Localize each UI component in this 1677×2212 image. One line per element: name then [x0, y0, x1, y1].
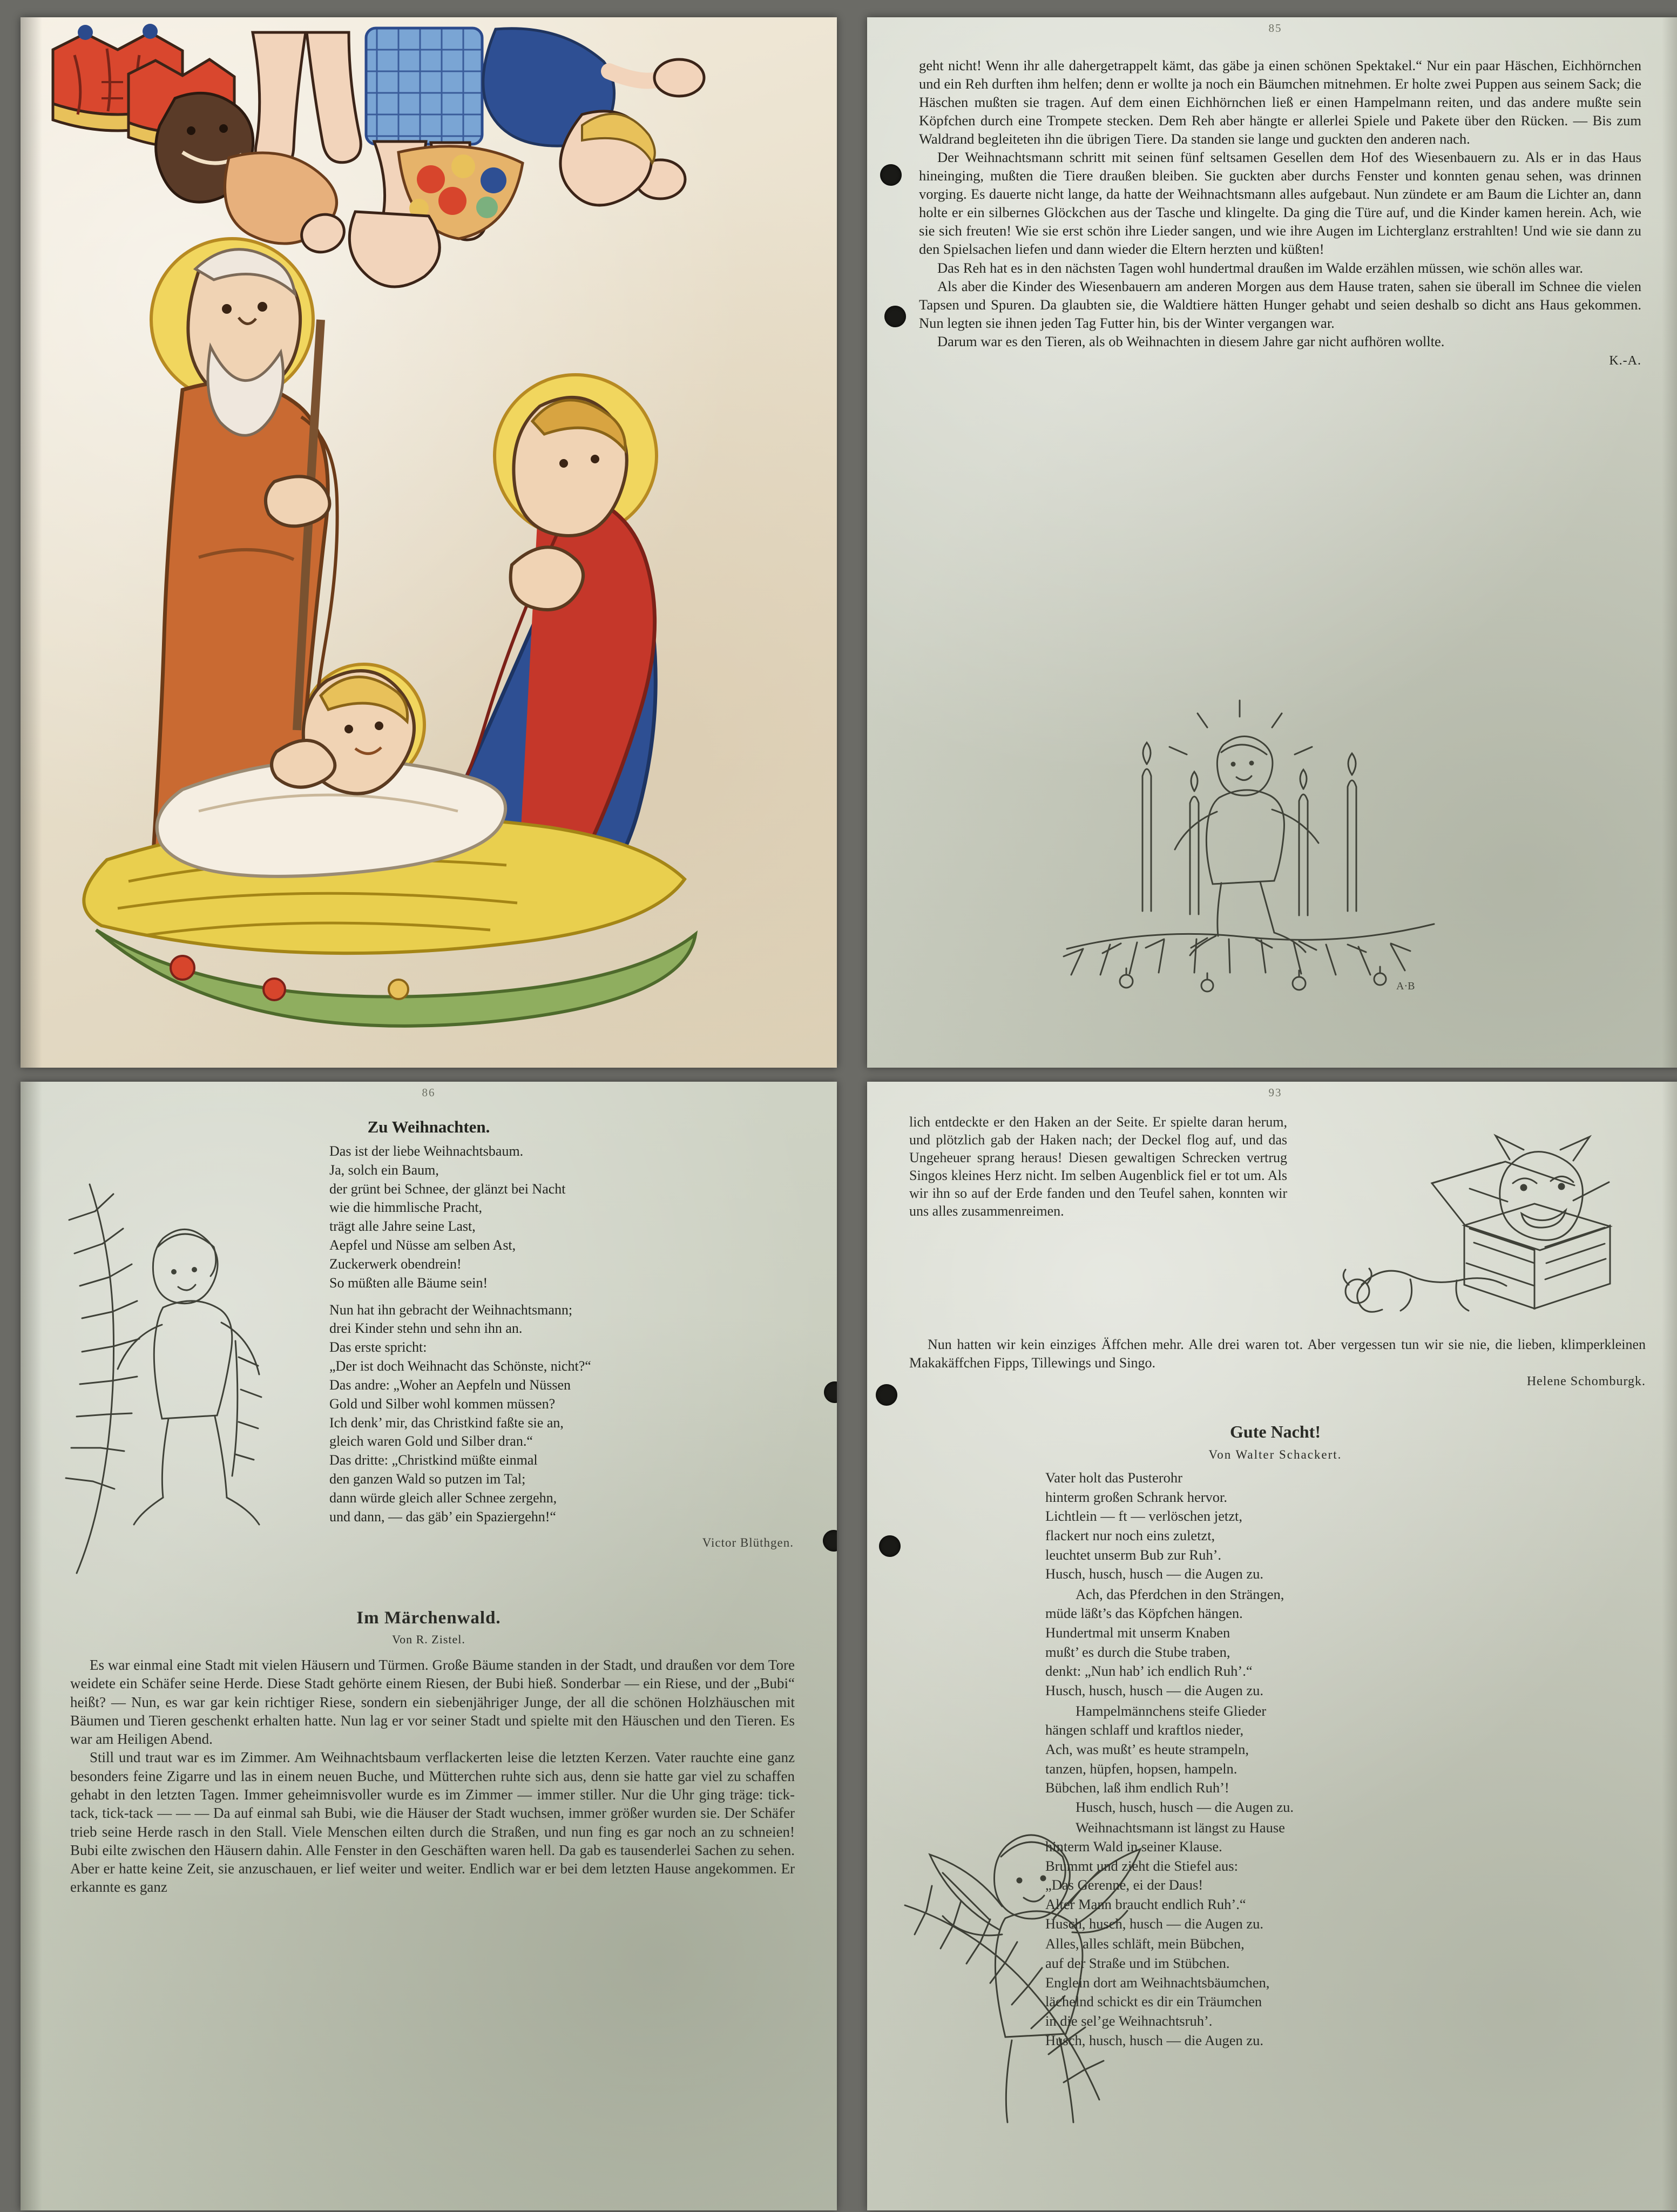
poem-line: Aepfel und Nüsse am selben Ast, [329, 1237, 516, 1253]
paragraph: Der Weihnachtsmann schritt mit seinen fünf seltsamen Gesellen dem Hof des Wiesenbauern zu. Als er in das Haus hineinging, mußten die Tiere draußen bleiben. Sie guckten aber durchs Fenster und konnten genau sehen, was drinnen vorging. Es dauerte nicht lange, da hatte der Weihnachtsmann alles aufgebaut. Nun zündete er am Baum die Lichter an, dann holte er ein silbernes Glöckchen aus der Tasche und klingelte. Da ging die Türe auf, und die Kinder kamen herein. Ach, wie sie sich freuten! Wie sie erst schön ihre Lieder sangen, und wie ihre Augen im Lichterglanz erstrahlten! Und wie sie dann zu den Spielsachen liefen und dann wieder die Eltern herzten und küßten! [919, 149, 1641, 258]
poem-line: Lichtlein — ft — verlöschen jetzt, [1045, 1508, 1242, 1525]
paragraph: lich entdeckte er den Haken an der Seite. Er spielte daran herum, und plötzlich gab der Haken nach; der Deckel flog auf, und das Ungeheuer sprang heraus! Diesen gewaltigen Schrecken vertrug Singos kleines Herz nicht. Im selben Augenblick fiel er tot um. Als wir ihn so auf der Erde fanden und den Teufel sahen, konnten wir uns alles zusammenreimen. [909, 1114, 1287, 1219]
poem-line: Das ist der liebe Weihnachtsbaum. [329, 1143, 524, 1159]
poem-line: in die sel’ge Weihnachtsruh’. [1045, 2012, 1213, 2029]
poem-line: der grünt bei Schnee, der glänzt bei Nacht [329, 1181, 566, 1197]
poem-signature: Victor Blüthgen. [702, 1535, 794, 1549]
poem-stanza [1045, 1702, 1651, 1817]
poem-byline: Von Walter Schackert. [1208, 1448, 1342, 1461]
poem-line: Husch, husch, husch — die Augen zu. [1045, 1566, 1264, 1582]
poem-line: Nun hat ihn gebracht der Weihnachtsmann; [329, 1301, 573, 1318]
poem-line: flackert nur noch eins zuletzt, [1045, 1527, 1215, 1543]
elf-branch-svg [57, 1163, 273, 1589]
poem-line: müde läßt’s das Köpfchen hängen. [1045, 1605, 1243, 1622]
poem-line: lächelnd schickt es dir ein Träumchen [1045, 1993, 1262, 2010]
elf-branch-vignette [57, 1163, 273, 1589]
poem-line: Weihnachtsmann ist längst zu Hause [1076, 1819, 1285, 1836]
monkey-story-text [909, 1113, 1287, 1220]
poem-line: Ach, was mußt’ es heute strampeln, [1045, 1741, 1249, 1757]
story-text [919, 56, 1641, 369]
poem-line: hinterm großen Schrank hervor. [1045, 1488, 1228, 1505]
punch-hole [824, 1381, 837, 1403]
poem-line: So müßten alle Bäume sein! [329, 1274, 488, 1291]
page-colour-plate [21, 17, 837, 1068]
poem-line: Husch, husch, husch — die Augen zu. [1045, 2032, 1264, 2048]
poem-line: Ach, das Pferdchen in den Strängen, [1076, 1586, 1284, 1602]
punch-hole [876, 1384, 897, 1406]
poem-line: Englein dort am Weihnachtsbäumchen, [1045, 1974, 1270, 1991]
punch-hole [879, 1535, 901, 1557]
author-signature: K.-A. [1609, 353, 1641, 368]
poem-line: drei Kinder stehn und sehn ihn an. [329, 1320, 523, 1337]
poem-line: Husch, husch, husch — die Augen zu. [1076, 1798, 1294, 1815]
poem-line: hängen schlaff und kraftlos nieder, [1045, 1722, 1244, 1738]
poem-line: Husch, husch, husch — die Augen zu. [1045, 1915, 1264, 1932]
story-byline: Von R. Zistel. [392, 1633, 465, 1646]
poem-line: Hundertmal mit unserm Knaben [1045, 1624, 1230, 1641]
paragraph: geht nicht! Wenn ihr alle dahergetrappelt kämt, das gäbe ja einen schönen Spektakel.“ Nur ein paar Häschen, Eichhörnchen und ein Reh durften ihm helfen; denn er wollte ja noch ein Bäumchen mitnehmen. Er holte zwei Puppen aus seinem Sack; die Häschen mußten sie tragen. Auf dem einen Eichhörnchen ließ er einen Hampelmann reiten, und das andere mußte sein Köpfchen durch eine Trompete stecken. Dem Reh aber hängte er allerlei Spiele und Pakete über den Rücken. — Bis zum Waldrand begleiteten ihn die übrigen Tiere. Da standen sie lange und guckten den anderen nach. [919, 57, 1641, 147]
poem-line: leuchtet unserm Bub zur Ruh’. [1045, 1546, 1222, 1563]
page-poem-86 [21, 1082, 837, 2210]
poem-title: Gute Nacht! [1230, 1422, 1321, 1441]
poem-line: Bübchen, laß ihm endlich Ruh’! [1045, 1779, 1229, 1796]
plate-top-figures [53, 24, 704, 287]
nativity-svg [21, 17, 837, 1068]
paragraph: Still und traut war es im Zimmer. Am Weihnachtsbaum verflackerten leise die letzten Kerzen. Vater rauchte eine ganz besonders feine Zigarre und las in einem neuen Buche, und Mütterchen ruhte sich aus, denn sie hatte gar viel zu schaffen gehabt in den letzten Tagen. Immer geheimnisvoller wurde es im Zimmer — immer stiller. Nur die Uhr ging träge: tick-tack, tick-tack — — — Da auf einmal sah Bubi, wie die Häuser der Stadt wuchsen, immer größer wurden sie. Der Schäfer trieb seine Herde rasch in den Stall. Viele Menschen eilten durch die Straßen, und nun fing es gar noch an zu schneien! Bubi eilte zwischen den Häusern dahin. Alle Fenster in den Geschäften waren hell. Da gab es tausenderlei Sachen zu sehen. Aber er hatte keine Zeit, sie anzuschauen, er lief weiter und weiter. Endlich war er bei dem letzten Hause angekommen. Er erkannte es ganz [70, 1749, 795, 1896]
story-text [70, 1656, 795, 1897]
poem-line: gleich waren Gold und Silber dran.“ [329, 1433, 533, 1449]
poem-line: Alles, alles schläft, mein Bübchen, [1045, 1936, 1245, 1952]
poem-line: „Das Gerenne, ei der Daus! [1045, 1877, 1203, 1893]
angel-branch-svg [894, 1803, 1142, 2181]
page-number: 86 [422, 1086, 436, 1099]
paragraph: Es war einmal eine Stadt mit vielen Häusern und Türmen. Große Bäume standen in der Stadt, und draußen vor dem Tore weidete ein Schäfer seine Herde. Diese Stadt gehörte einem Riesen, der Bubi hieß. Sonderbar — ein Riese, und der „Bubi“ heißt? — Nun, es war gar kein richtiger Riese, sondern ein siebenjähriger Junge, der all die schönen Holzhäuschen mit Bäumen und Tieren geschenkt erhalten hatte. Nun lag er vor seiner Stadt und spielte mit den Häuschen und den Tieren. Es war am Heiligen Abend. [70, 1657, 795, 1748]
poem-stanza [329, 1142, 794, 1293]
poem-line: Ja, solch ein Baum, [329, 1162, 439, 1178]
poem-line: „Der ist doch Weihnacht das Schönste, nicht?“ [329, 1358, 591, 1374]
page-edge-shadow-right [1662, 17, 1677, 1068]
poem-line: denkt: „Nun hab’ ich endlich Ruh’.“ [1045, 1663, 1253, 1680]
page-number: 93 [1268, 1086, 1282, 1099]
poem-line: Husch, husch, husch — die Augen zu. [1045, 1682, 1264, 1699]
poem-stanza [1045, 1585, 1651, 1701]
paragraph: Das Reh hat es in den nächsten Tagen wohl hundertmal draußen im Walde erzählen müssen, wie schön alles war. [937, 259, 1584, 276]
poem-line: tanzen, hüpfen, hopsen, hampeln. [1045, 1760, 1238, 1777]
paragraph: Nun hatten wir kein einziges Äffchen mehr. Alle drei waren tot. Aber vergessen tun wir sie nie, die lieben, klimperkleinen Makakäffchen Fipps, Tillewings und Singo. [909, 1337, 1646, 1371]
poem-line: Gold und Silber wohl kommen müssen? [329, 1395, 556, 1412]
poem-line: trägt alle Jahre seine Last, [329, 1218, 476, 1235]
poem-line: Ich denk’ mir, das Christkind faßte sie an, [329, 1414, 564, 1431]
story-title: Im Märchenwald. [356, 1608, 501, 1628]
page-number: 85 [1268, 22, 1282, 35]
poem-line: Zuckerwerk obendrein! [329, 1256, 462, 1272]
poem-title: Zu Weihnachten. [367, 1117, 490, 1136]
poem-line: Brummt und zieht die Stiefel aus: [1045, 1857, 1238, 1874]
poem-line: Vater holt das Pusterohr [1045, 1469, 1182, 1486]
poem-body [329, 1142, 794, 1551]
poem-line: dann würde gleich aller Schnee zergehn, [329, 1489, 557, 1506]
punch-hole [823, 1530, 837, 1552]
paragraph: Als aber die Kinder des Wiesenbauern am anderen Morgen aus dem Hause traten, sahen sie überall im Schnee die vielen Tapsen und Spuren. Da glaubten sie, die Waldtiere hätten Hunger gehabt und seien deshalb so dicht ans Haus gekommen. Nun legten sie ihnen jeden Tag Futter hin, bis der Winter vergangen war. [919, 278, 1641, 331]
poem-line: mußt’ es durch die Stube traben, [1045, 1643, 1230, 1660]
poem-line: auf der Straße und im Stübchen. [1045, 1955, 1230, 1972]
poem-stanza [329, 1301, 794, 1527]
poem-line: hinterm Wald in seiner Klause. [1045, 1838, 1222, 1855]
monkey-story-closing [909, 1336, 1646, 1390]
poem-line: Alter Mann braucht endlich Ruh’.“ [1045, 1896, 1246, 1913]
candle-child-vignette [1045, 695, 1456, 997]
author-signature: Helene Schomburgk. [1526, 1374, 1646, 1388]
poem-line: Das andre: „Woher an Aepfeln und Nüssen [329, 1377, 571, 1393]
poem-line: den ganzen Wald so putzen im Tal; [329, 1471, 526, 1487]
page-story-85 [867, 17, 1677, 1068]
punch-hole [880, 164, 902, 186]
poem-line: Hampelmännchens steife Glieder [1076, 1702, 1267, 1719]
poem-line: Das dritte: „Christkind müßte einmal [329, 1452, 538, 1468]
poem-line: Das erste spricht: [329, 1339, 427, 1355]
punch-hole [884, 306, 906, 327]
poem-stanza [1045, 1468, 1651, 1584]
poem-line: wie die himmlische Pracht, [329, 1199, 483, 1216]
page-edge-shadow-right [1662, 1082, 1677, 2210]
paragraph: Darum war es den Tieren, als ob Weihnachten in diesem Jahre gar nicht aufhören wollte. [937, 333, 1445, 349]
jack-in-the-box-svg [1329, 1101, 1664, 1333]
candle-child-svg [1045, 695, 1456, 997]
page-gutenacht-93 [867, 1082, 1677, 2210]
svg-text:A·B: A·B [1396, 980, 1415, 992]
jack-in-the-box-vignette [1329, 1101, 1664, 1333]
angel-branch-vignette [894, 1803, 1142, 2181]
nativity-illustration [21, 17, 837, 1068]
poem-line: und dann, — das gäb’ ein Spaziergehn!“ [329, 1508, 556, 1525]
nativity-main [84, 239, 695, 1026]
